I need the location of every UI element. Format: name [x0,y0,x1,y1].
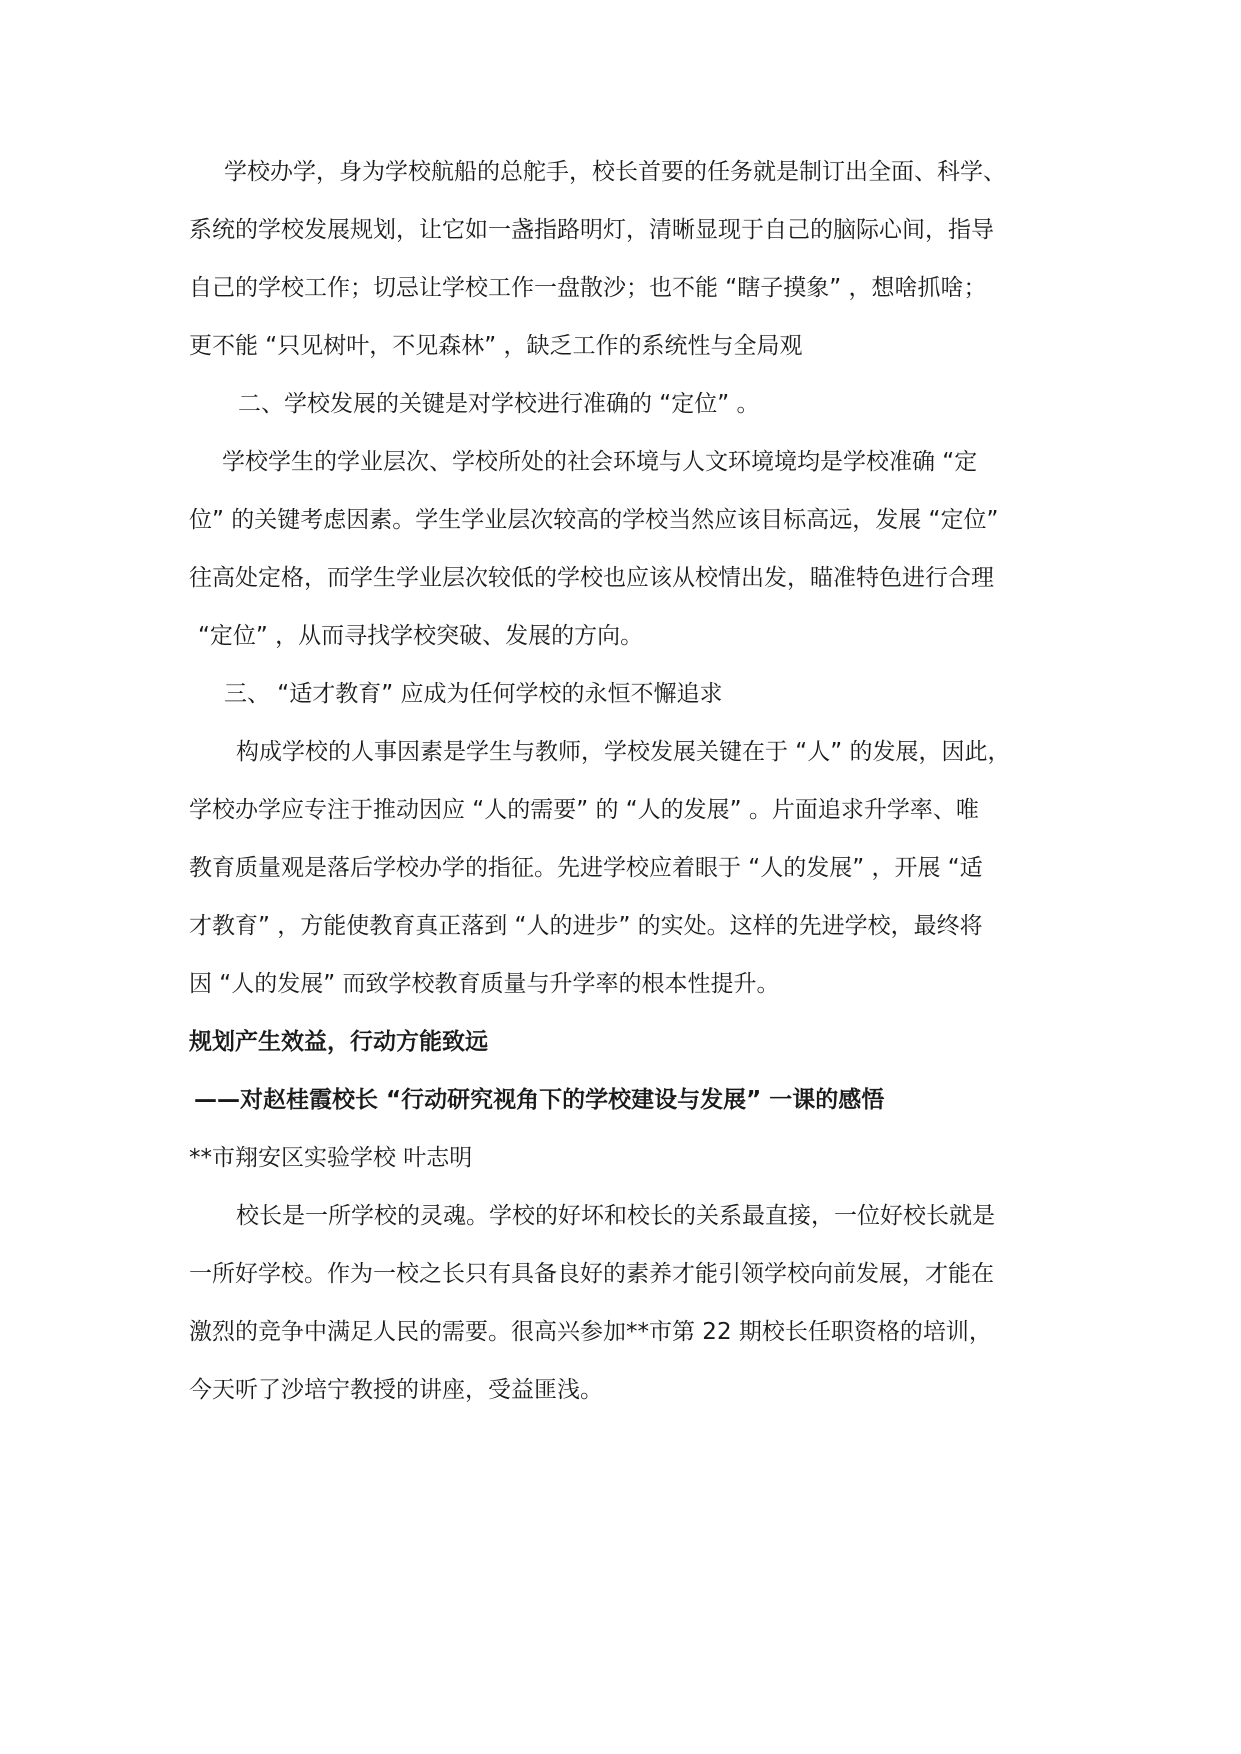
section-heading-3: 三、 “适才教育” 应成为任何学校的永恒不懈追求 [224,681,723,707]
text-line-20: 一所好学校。作为一校之长只有具备良好的素养才能引领学校向前发展，才能在 [189,1261,994,1287]
article-subtitle: ——对赵桂霞校长 “行动研究视角下的学校建设与发展” 一课的感悟 [194,1087,885,1113]
text-line-4: 更不能 “只见树叶，不见森林” ，缺乏工作的系统性与全局观 [189,333,803,359]
text-line-6: 学校学生的学业层次、学校所处的社会环境与人文环境境均是学校准确 “定 [222,449,978,475]
author-line: **市翔安区实验学校 叶志明 [189,1145,473,1171]
text-line-11: 构成学校的人事因素是学生与教师，学校发展关键在于 “人” 的发展，因此， [236,739,1011,765]
text-line-2: 系统的学校发展规划，让它如一盏指路明灯，清晰显现于自己的脑际心间，指导 [189,217,994,243]
text-line-7: 位” 的关键考虑因素。学生学业层次较高的学校当然应该目标高远，发展 “定位” [189,507,999,533]
text-line-12: 学校办学应专注于推动因应 “人的需要” 的 “人的发展” 。片面追求升学率、唯 [189,797,979,823]
text-line-8: 往高处定格，而学生学业层次较低的学校也应该从校情出发，瞄准特色进行合理 [189,565,994,591]
text-line-19: 校长是一所学校的灵魂。学校的好坏和校长的关系最直接，一位好校长就是 [236,1203,995,1229]
text-line-22: 今天听了沙培宁教授的讲座，受益匪浅。 [189,1377,603,1403]
text-line-1: 学校办学，身为学校航船的总舵手，校长首要的任务就是制订出全面、科学、 [224,159,1006,185]
text-line-21: 激烈的竞争中满足人民的需要。很高兴参加**市第 22 期校长任职资格的培训， [189,1319,992,1345]
text-line-9: “定位” ，从而寻找学校突破、发展的方向。 [198,623,644,649]
text-line-15: 因 “人的发展” 而致学校教育质量与升学率的根本性提升。 [189,971,780,997]
text-line-14: 才教育” ，方能使教育真正落到 “人的进步” 的实处。这样的先进学校，最终将 [189,913,983,939]
text-line-13: 教育质量观是落后学校办学的指征。先进学校应着眼于 “人的发展” ，开展 “适 [189,855,983,881]
section-heading-2: 二、学校发展的关键是对学校进行准确的 “定位” 。 [238,391,760,417]
article-title: 规划产生效益，行动方能致远 [189,1029,488,1055]
text-line-3: 自己的学校工作；切忌让学校工作一盘散沙；也不能 “瞎子摸象” ，想啥抓啥； [189,275,987,301]
